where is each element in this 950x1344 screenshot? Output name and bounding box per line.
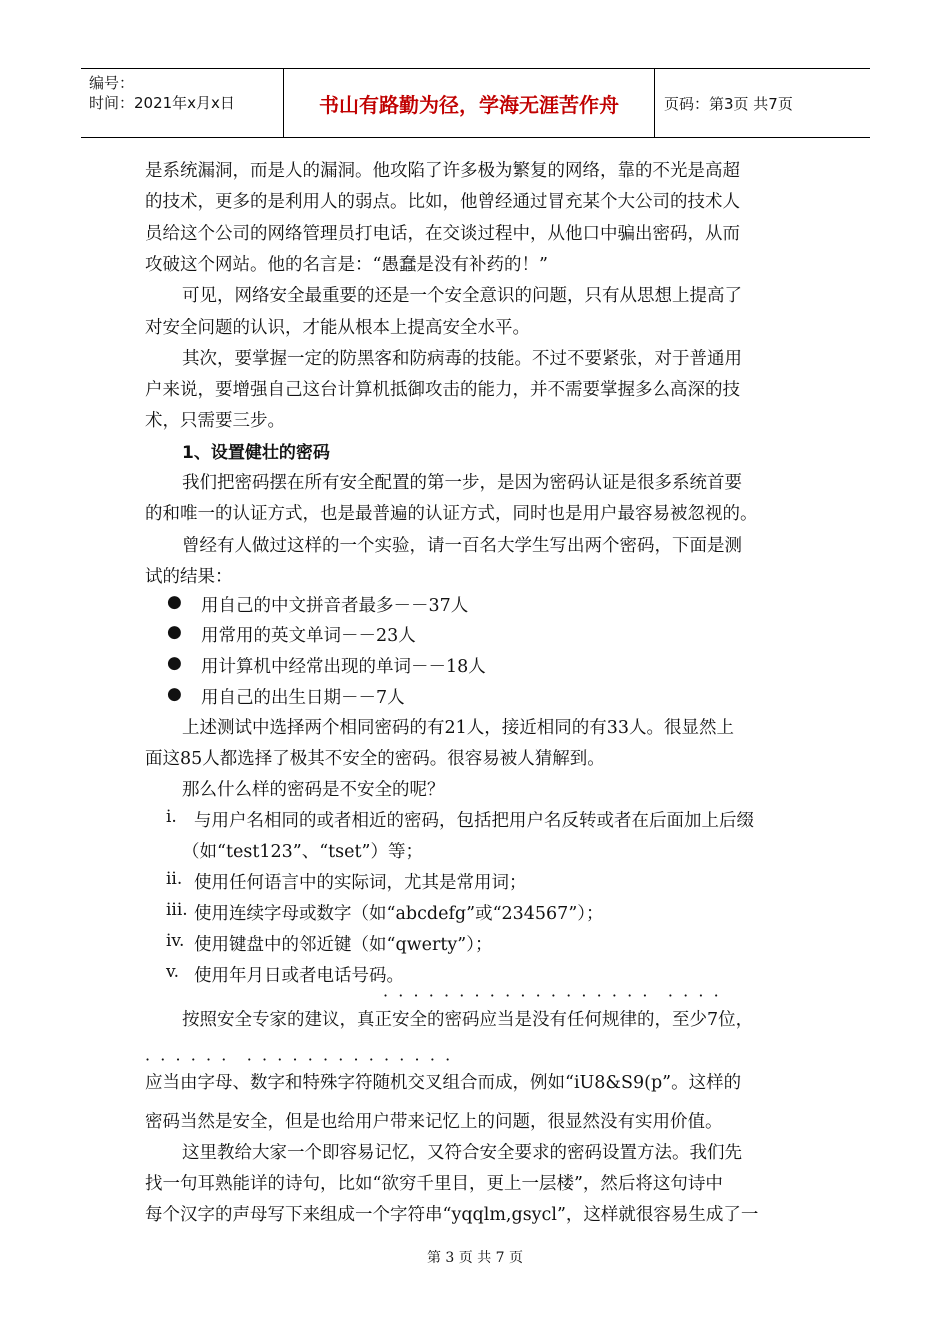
bullet-icon: ● <box>167 622 182 642</box>
paragraph-line: 曾经有人做过这样的一个实验，请一百名大学生写出两个密码，下面是测 <box>182 536 742 556</box>
list-item: 用自己的出生日期－－7人 <box>201 688 405 708</box>
header-page-info: 页码：第3页 共7页 <box>664 94 793 113</box>
emphasis-dots: · · · · · · · · · · · · · · · · · · · · <box>145 1050 451 1069</box>
list-item: 使用键盘中的邻近键（如“qwerty”）； <box>194 935 493 955</box>
list-item: 使用年月日或者电话号码。 <box>194 966 404 986</box>
page-header <box>81 68 870 138</box>
paragraph-line: 应当由字母、数字和特殊字符随机交叉组合而成，例如“iU8&S9(p”。这样的 <box>145 1073 742 1093</box>
paragraph-line: 可见，网络安全最重要的还是一个安全意识的问题，只有从思想上提高了 <box>182 286 742 306</box>
paragraph-line: 术，只需要三步。 <box>145 411 285 431</box>
paragraph-line: 的技术，更多的是利用人的弱点。比如，他曾经通过冒充某个大公司的技术人 <box>145 192 740 212</box>
list-item: 使用连续字母或数字（如“abcdefg”或“234567”）； <box>194 904 604 924</box>
list-item: 使用任何语言中的实际词，尤其是常用词； <box>194 873 527 893</box>
list-item: 用自己的中文拼音者最多－－37人 <box>201 596 469 616</box>
paragraph-line: 上述测试中选择两个相同密码的有21人，接近相同的有33人。很显然上 <box>182 718 735 738</box>
list-item-continuation: （如“test123”、“tset”）等； <box>182 842 423 862</box>
paragraph-line: 面这85人都选择了极其不安全的密码。很容易被人猜解到。 <box>145 749 605 769</box>
paragraph-line: 找一句耳熟能详的诗句，比如“欲穷千里目，更上一层楼”，然后将这句诗中 <box>145 1174 723 1194</box>
paragraph-line: 这里教给大家一个即容易记忆，又符合安全要求的密码设置方法。我们先 <box>182 1143 742 1163</box>
document-date-label: 时间：2021年x月x日 <box>89 94 235 112</box>
paragraph-line: 员给这个公司的网络管理员打电话，在交谈过程中，从他口中骗出密码，从而 <box>145 224 740 244</box>
list-item: 用计算机中经常出现的单词－－18人 <box>201 657 486 677</box>
list-number: iv. <box>166 931 185 951</box>
bullet-icon: ● <box>167 592 182 612</box>
paragraph-line: 密码当然是安全，但是也给用户带来记忆上的问题，很显然没有实用价值。 <box>145 1112 723 1132</box>
paragraph-line: 其次，要掌握一定的防黑客和防病毒的技能。不过不要紧张，对于普通用 <box>182 349 742 369</box>
paragraph-line: 户来说，要增强自己这台计算机抵御攻击的能力，并不需要掌握多么高深的技 <box>145 380 740 400</box>
header-meta-cell <box>81 69 284 137</box>
paragraph-line: 的和唯一的认证方式，也是最普遍的认证方式，同时也是用户最容易被忽视的。 <box>145 504 758 524</box>
document-number-label: 编号： <box>89 74 135 92</box>
list-number: ii. <box>166 869 183 889</box>
emphasis-dots: · · · · · · · · · · · · · · · · · · · · · · <box>383 986 719 1005</box>
list-number: iii. <box>166 900 188 920</box>
paragraph-line: 是系统漏洞，而是人的漏洞。他攻陷了许多极为繁复的网络，靠的不光是高超 <box>145 161 740 181</box>
paragraph-line: 攻破这个网站。他的名言是：“愚蠢是没有补药的！” <box>145 255 548 275</box>
paragraph-line: 对安全问题的认识，才能从根本上提高安全水平。 <box>145 318 530 338</box>
list-item: 与用户名相同的或者相近的密码，包括把用户名反转或者在后面加上后缀 <box>194 811 754 831</box>
header-motto: 书山有路勤为径，学海无涯苦作舟 <box>284 69 655 137</box>
paragraph-line: 按照安全专家的建议，真正安全的密码应当是没有任何规律的，至少7位， <box>182 1010 754 1030</box>
paragraph-line: 每个汉字的声母写下来组成一个字符串“yqqlm,gsycl”，这样就很容易生成了一 <box>145 1205 759 1225</box>
page-footer: 第 3 页 共 7 页 <box>426 1250 524 1266</box>
list-item: 用常用的英文单词－－23人 <box>201 626 416 646</box>
paragraph-line: 那么什么样的密码是不安全的呢？ <box>182 780 445 800</box>
bullet-icon: ● <box>167 684 182 704</box>
paragraph-line: 我们把密码摆在所有安全配置的第一步，是因为密码认证是很多系统首要 <box>182 473 742 493</box>
section-heading: 1、设置健壮的密码 <box>182 443 330 463</box>
bullet-icon: ● <box>167 653 182 673</box>
list-number: i. <box>166 807 177 827</box>
paragraph-line: 试的结果： <box>145 567 233 587</box>
list-number: v. <box>166 962 179 982</box>
